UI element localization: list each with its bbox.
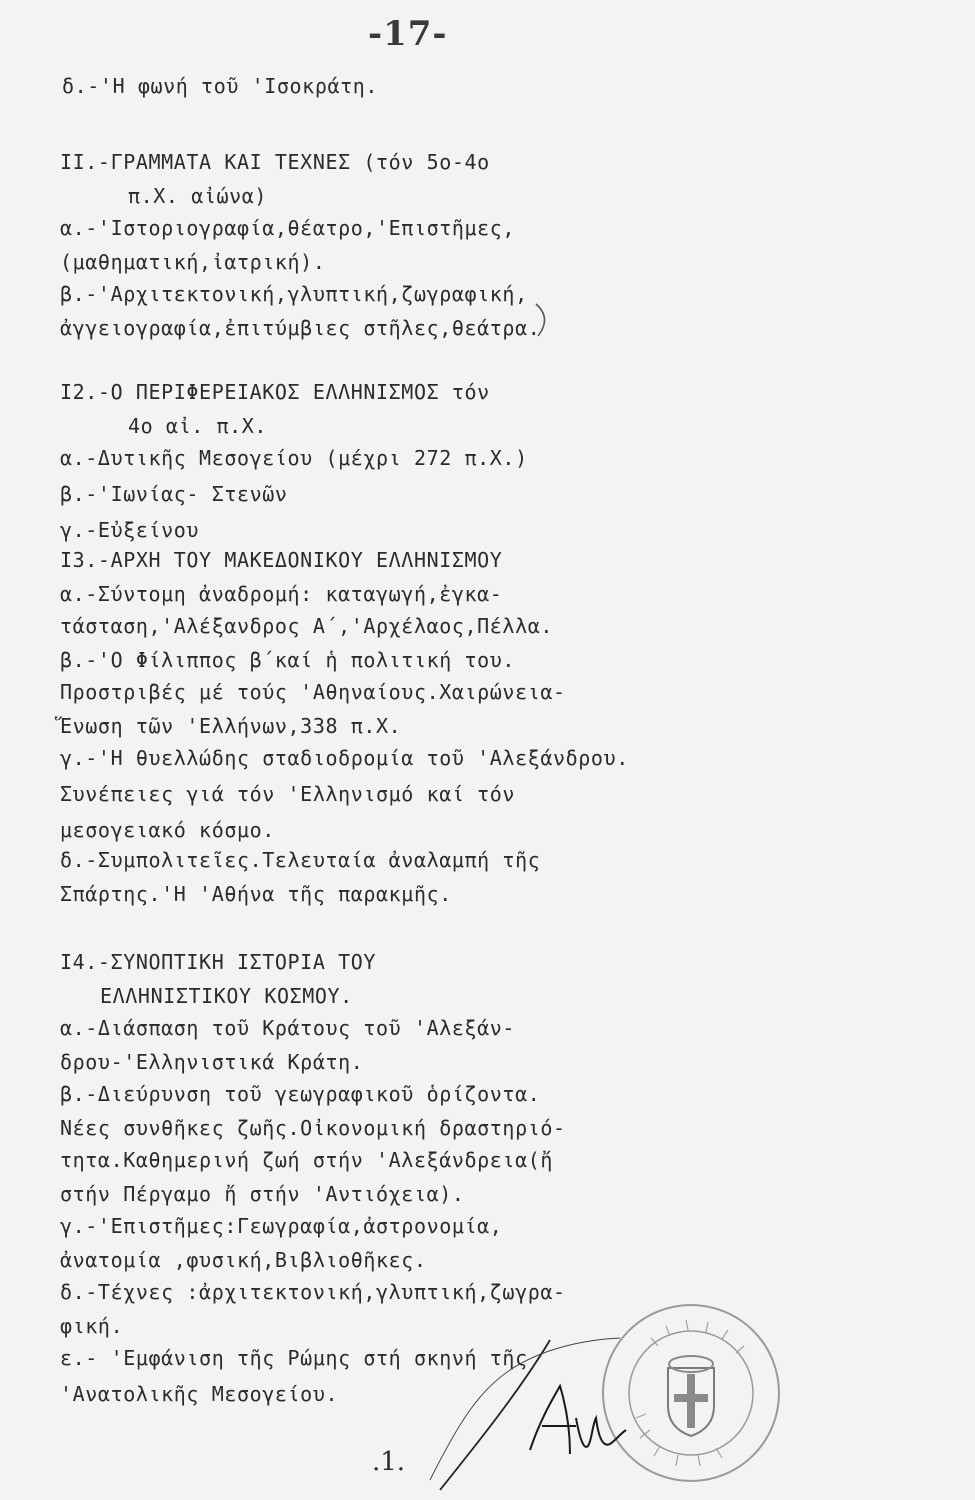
text-line: τάσταση,'Αλέξανδρος Α΄,'Αρχέλαος,Πέλλα. [60,614,553,638]
text-line: Νέες συνθῆκες ζωῆς.Οἰκονομική δραστηριό- [60,1116,566,1140]
text-line: δ.-Τέχνες :ἀρχιτεκτονική,γλυπτική,ζωγρα- [60,1280,566,1304]
text-line: ἀγγειογραφία,ἐπιτύμβιες στῆλες,θεάτρα. [60,316,541,340]
coat-of-arms-icon [668,1356,714,1436]
text-line: β.-'Ιωνίας- Στενῶν [60,482,288,506]
text-line: II.-ΓΡΑΜΜΑΤΑ ΚΑΙ ΤΕΧΝΕΣ (τόν 5ο-4ο [60,150,490,174]
text-line: γ.-'Η θυελλώδης σταδιοδρομία τοῦ 'Αλεξάνδρου. [60,746,629,770]
text-line: ε.- 'Εμφάνιση τῆς Ρώμης στή σκηνή τῆς [60,1346,528,1370]
text-line: 4ο αἰ. π.Χ. [128,414,268,438]
text-line: δρου-'Ελληνιστικά Κράτη. [60,1050,364,1074]
text-line: γ.-Εὐξείνου [60,518,200,542]
text-line: δ.-Συμπολιτεῖες.Τελευταία ἀναλαμπή τῆς [60,848,541,872]
text-line: δ.-'Η φωνή τοῦ 'Ισοκράτη. [62,74,379,98]
text-line: ἀνατομία ,φυσική,Βιβλιοθῆκες. [60,1248,427,1272]
text-line: φική. [60,1314,124,1338]
text-line: I3.-ΑΡΧΗ ΤΟΥ ΜΑΚΕΔΟΝΙΚΟΥ ΕΛΛΗΝΙΣΜΟΥ [60,548,503,572]
margin-bracket-mark [530,300,560,340]
text-line: Ἕνωση τῶν 'Ελλήνων,338 π.Χ. [60,714,402,738]
text-line: τητα.Καθημερινή ζωή στήν 'Αλεξάνδρεια(ἤ [60,1148,553,1172]
text-line: Προστριβές μέ τούς 'Αθηναίους.Χαιρώνεια- [60,680,566,704]
text-line: α.-'Ιστοριογραφία,θέατρο,'Επιστῆμες, [60,216,516,240]
text-line: στήν Πέργαμο ἤ στήν 'Αντιόχεια). [60,1182,465,1206]
text-line: β.-'Ο Φίλιππος β΄καί ἡ πολιτική του. [60,648,516,672]
text-line: α.-Διάσπαση τοῦ Κράτους τοῦ 'Αλεξάν- [60,1016,516,1040]
text-line: α.-Δυτικῆς Μεσογείου (μέχρι 272 π.Χ.) [60,446,528,470]
text-line: β.-'Αρχιτεκτονική,γλυπτική,ζωγραφική, [60,282,528,306]
text-line: Συνέπειες γιά τόν 'Ελληνισμό καί τόν [60,782,516,806]
continuation-mark: .1. [372,1447,406,1477]
text-line: γ.-'Επιστῆμες:Γεωγραφία,ἀστρονομία, [60,1214,503,1238]
text-line: I2.-Ο ΠΕΡΙΦΕΡΕΙΑΚΟΣ ΕΛΛΗΝΙΣΜΟΣ τόν [60,380,490,404]
page-number: -17- [368,14,448,54]
text-line: β.-Διεύρυνση τοῦ γεωγραφικοῦ ὁρίζοντα. [60,1082,541,1106]
text-line: (μαθηματική,ἰατρική). [60,250,326,274]
text-line: Σπάρτης.'Η 'Αθήνα τῆς παρακμῆς. [60,882,452,906]
handwritten-signature [420,1330,660,1500]
text-line: π.Χ. αἰώνα) [128,184,268,208]
text-line: ΕΛΛΗΝΙΣΤΙΚΟΥ ΚΟΣΜΟΥ. [100,984,353,1008]
text-line: 'Ανατολικῆς Μεσογείου. [60,1382,339,1406]
text-line: μεσογειακό κόσμο. [60,818,275,842]
text-line: α.-Σύντομη ἀναδρομή: καταγωγή,ἐγκα- [60,582,503,606]
text-line: I4.-ΣΥΝΟΠΤΙΚΗ ΙΣΤΟΡΙΑ ΤΟΥ [60,950,377,974]
